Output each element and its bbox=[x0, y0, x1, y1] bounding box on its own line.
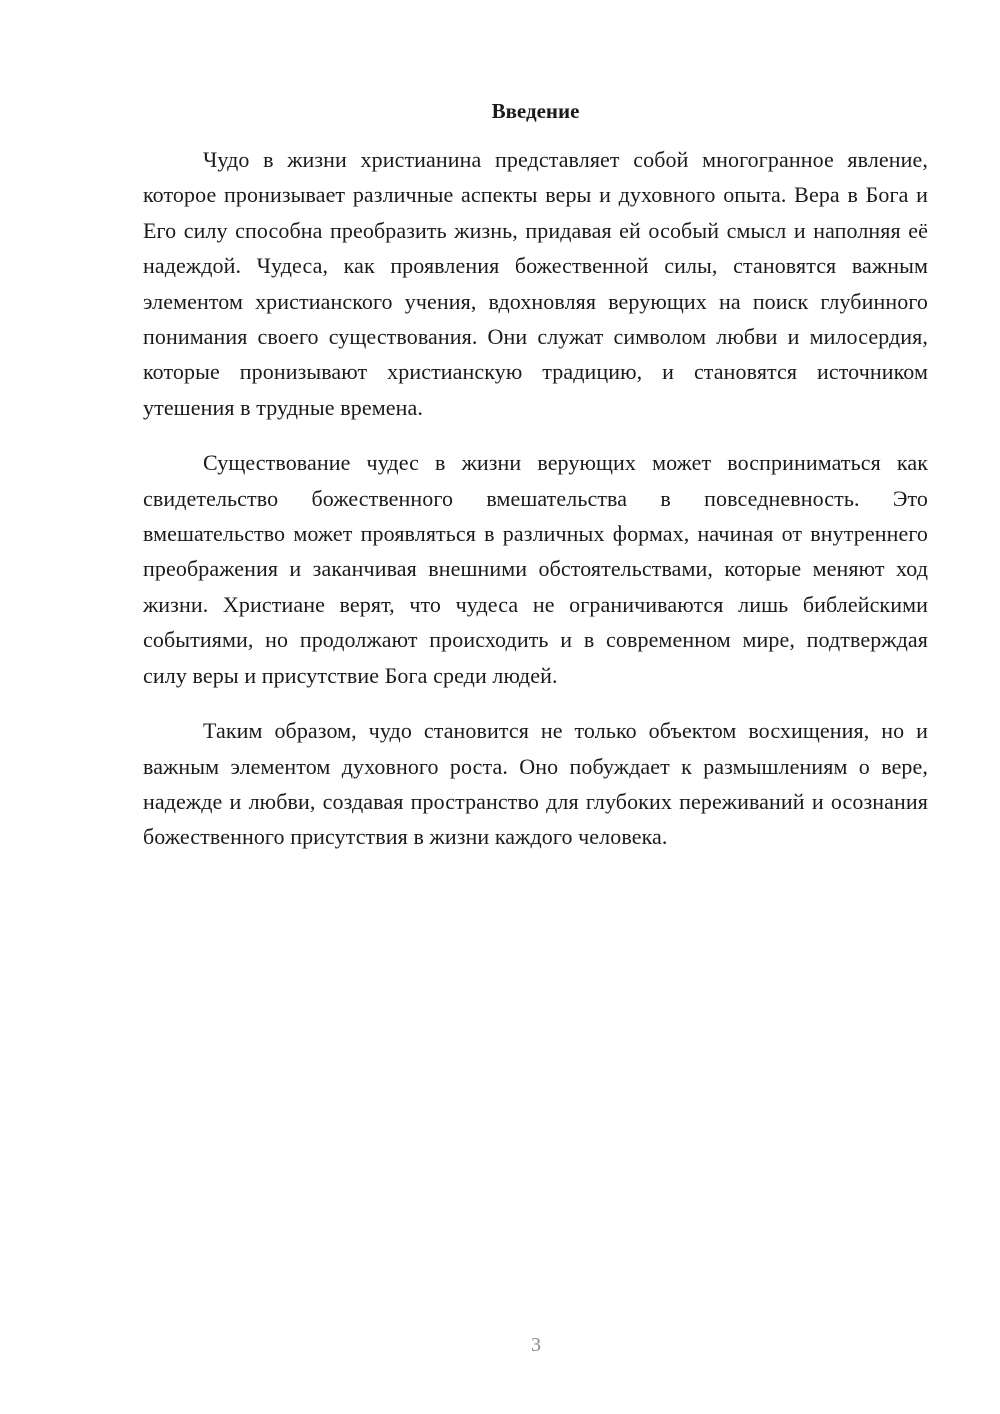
paragraph-2: Существование чудес в жизни верующих может восприниматься как свидетельство божественного вмешательства в повседневность. Это вмешательство может проявляться в различных формах, начиная от внутреннего преображения и заканчивая внешними обстоятельствами, которые меняют ход жизни. Христиане верят, что чудеса не ограничиваются лишь библейскими событиями, но продолжают происходить и в современном мире, подтверждая силу веры и присутствие Бога среди людей. bbox=[143, 450, 928, 688]
page-title: Введение bbox=[491, 99, 580, 123]
body-text bbox=[143, 142, 928, 875]
paragraph-1: Чудо в жизни христианина представляет собой многогранное явление, которое пронизывает различные аспекты веры и духовного опыта. Вера в Бога и Его силу способна преобразить жизнь, придавая ей особый смысл и наполняя её надеждой. Чудеса, как проявления божественной силы, становятся важным элементом христианского учения, вдохновляя верующих на поиск глубинного понимания своего существования. Они служат символом любви и милосердия, которые пронизывают христианскую традицию, и становятся источником утешения в трудные времена. bbox=[143, 147, 928, 420]
paragraph-3: Таким образом, чудо становится не только объектом восхищения, но и важным элементом духовного роста. Оно побуждает к размышлениям о вере, надежде и любви, создавая пространство для глубоких переживаний и осознания божественного присутствия в жизни каждого человека. bbox=[143, 718, 928, 850]
page-number: 3 bbox=[531, 1334, 541, 1356]
